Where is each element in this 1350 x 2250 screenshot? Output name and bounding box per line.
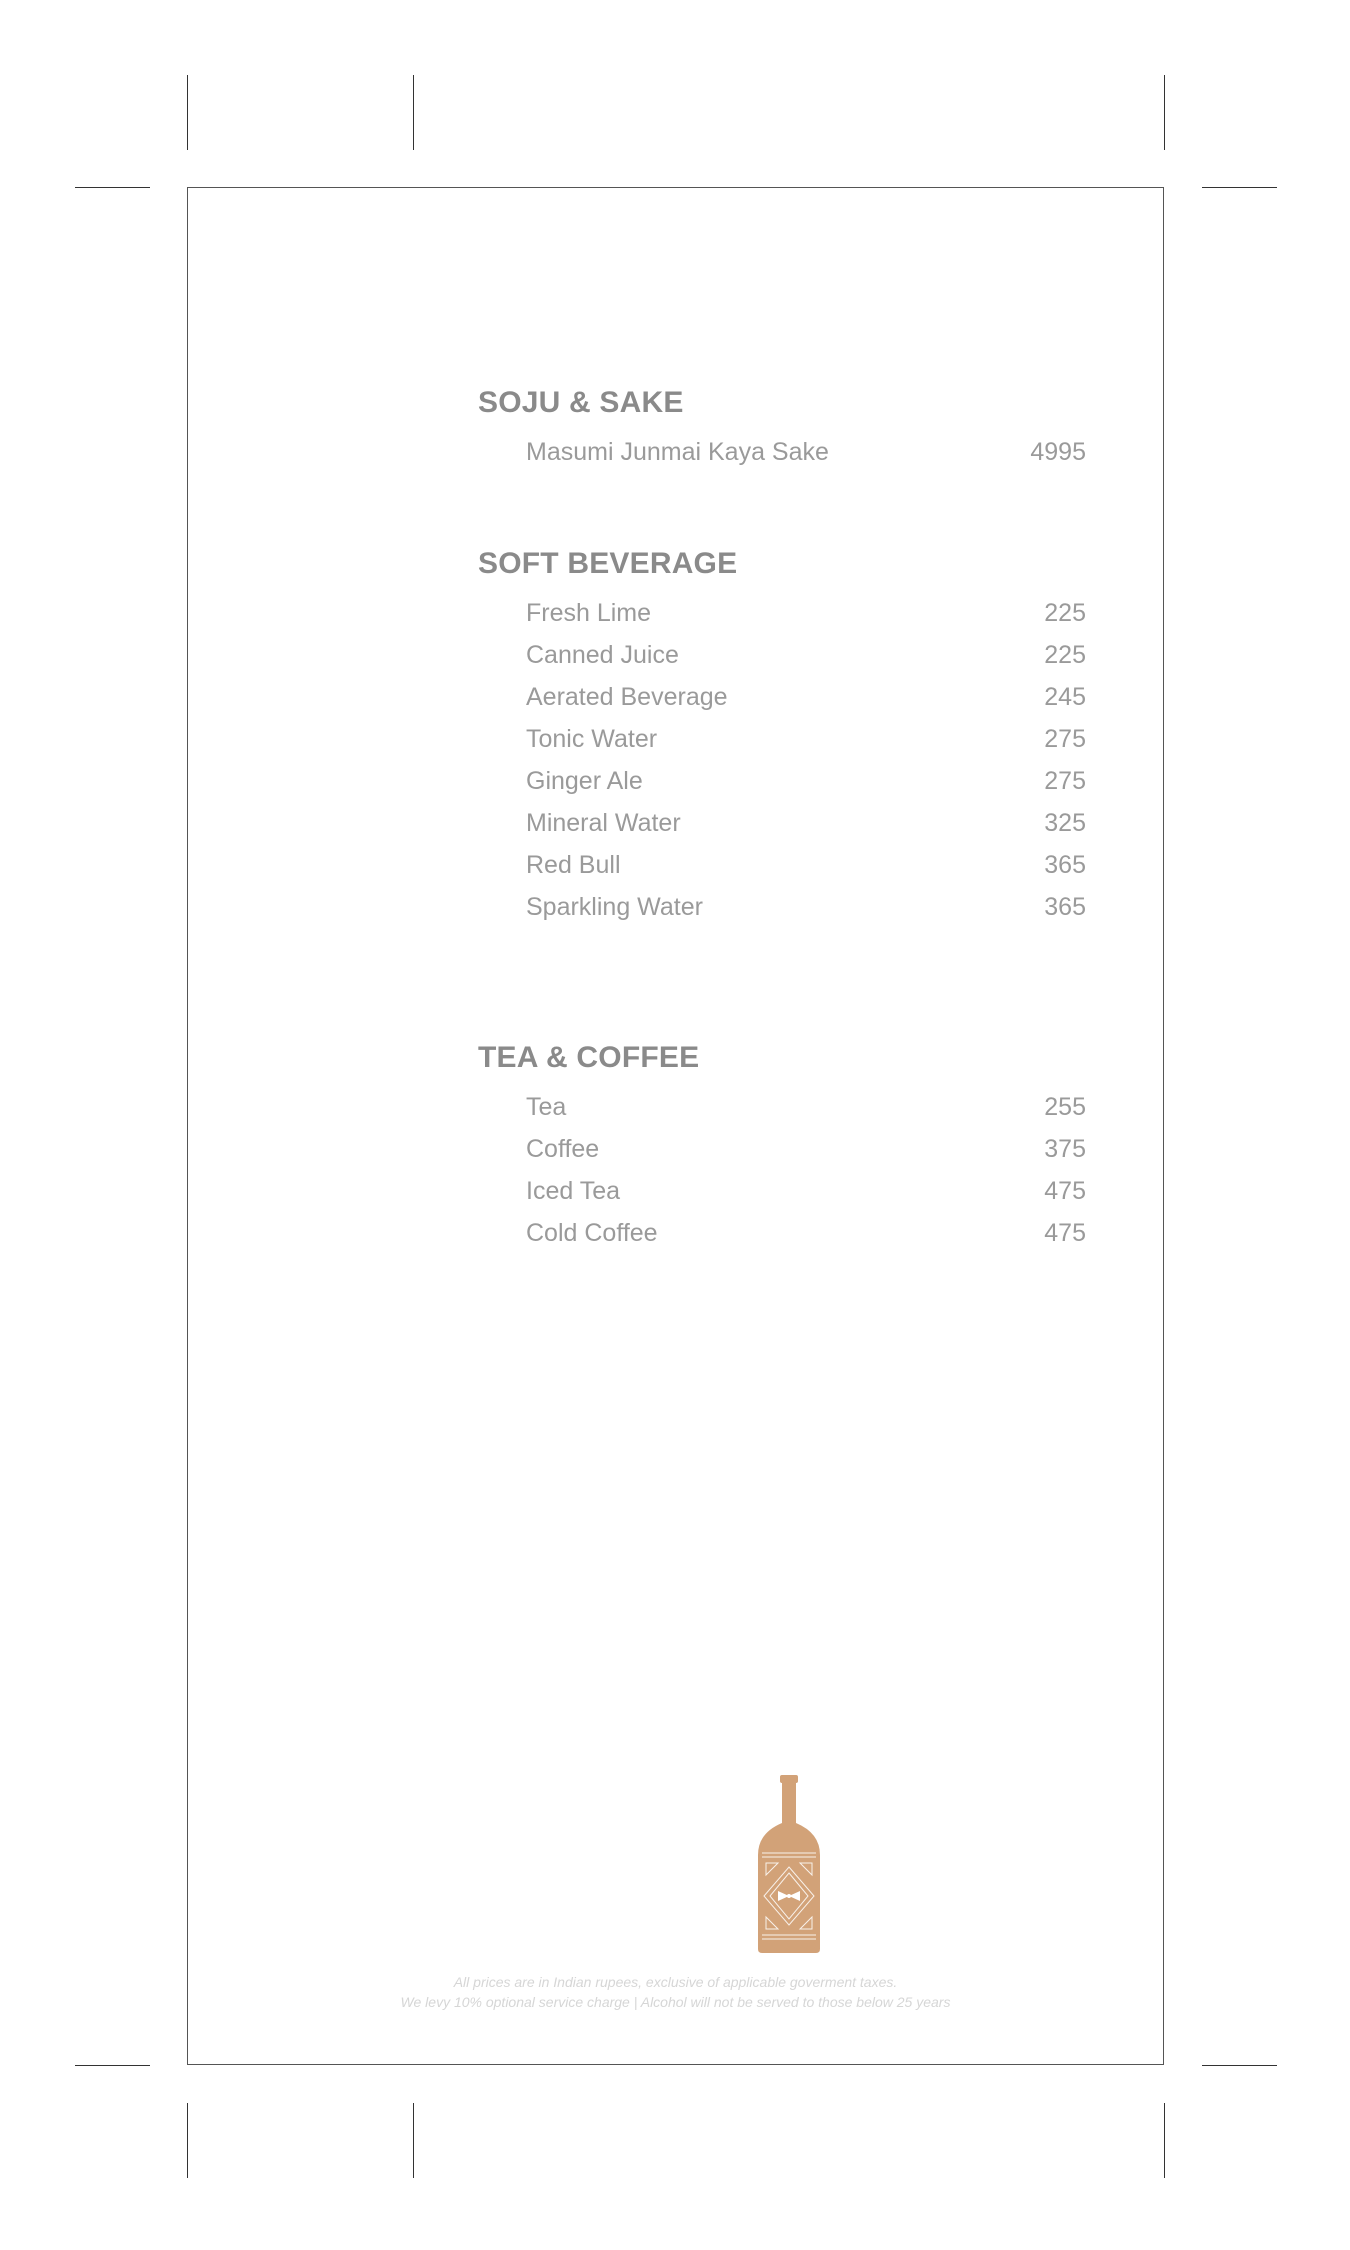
section-title: SOJU & SAKE: [478, 386, 684, 419]
item-price: 325: [1044, 809, 1086, 837]
item-price: 365: [1044, 893, 1086, 921]
footer-disclaimer-line1: All prices are in Indian rupees, exclusive of applicable goverment taxes.: [453, 1974, 898, 1990]
crop-mark: [413, 75, 414, 150]
item-name: Ginger Ale: [526, 767, 643, 795]
item-price: 375: [1044, 1135, 1086, 1163]
crop-mark: [1164, 75, 1165, 150]
section-title: SOFT BEVERAGE: [478, 547, 738, 580]
menu-item: [478, 844, 1086, 886]
crop-mark: [187, 75, 188, 150]
bottle-logo-icon: [756, 1775, 822, 1953]
item-price: 4995: [1030, 438, 1086, 466]
footer-disclaimer-line2: We levy 10% optional service charge | Alcohol will not be served to those below 25 years: [400, 1994, 951, 2010]
item-name: Tea: [526, 1093, 567, 1121]
menu-item: [478, 1128, 1086, 1170]
section-title: TEA & COFFEE: [478, 1041, 700, 1074]
menu-section-soft-beverage: [478, 546, 1086, 928]
item-price: 255: [1044, 1093, 1086, 1121]
item-name: Mineral Water: [526, 809, 681, 837]
crop-mark: [413, 2103, 414, 2178]
item-price: 275: [1044, 767, 1086, 795]
crop-mark: [75, 187, 150, 188]
menu-section-tea-coffee: [478, 1040, 1086, 1254]
crop-mark: [1202, 2065, 1277, 2066]
crop-mark: [187, 2103, 188, 2178]
item-price: 475: [1044, 1177, 1086, 1205]
menu-item: [478, 760, 1086, 802]
item-name: Coffee: [526, 1135, 600, 1163]
menu-item: [478, 1086, 1086, 1128]
menu-item: [478, 718, 1086, 760]
item-price: 225: [1044, 599, 1086, 627]
item-name: Tonic Water: [526, 725, 658, 753]
item-name: Red Bull: [526, 851, 621, 879]
menu-item: [478, 1212, 1086, 1254]
item-price: 475: [1044, 1219, 1086, 1247]
menu-item: [478, 431, 1086, 473]
menu-item: [478, 886, 1086, 928]
menu-item: [478, 592, 1086, 634]
item-price: 245: [1044, 683, 1086, 711]
crop-mark: [1202, 187, 1277, 188]
crop-mark: [75, 2065, 150, 2066]
item-price: 365: [1044, 851, 1086, 879]
item-name: Aerated Beverage: [526, 683, 728, 711]
menu-item: [478, 1170, 1086, 1212]
menu-item: [478, 634, 1086, 676]
menu-item: [478, 676, 1086, 718]
menu-section-soju-sake: [478, 385, 1086, 473]
item-name: Sparkling Water: [526, 893, 703, 921]
crop-mark: [1164, 2103, 1165, 2178]
item-name: Iced Tea: [526, 1177, 621, 1205]
item-name: Canned Juice: [526, 641, 679, 669]
item-name: Masumi Junmai Kaya Sake: [526, 438, 829, 466]
menu-item: [478, 802, 1086, 844]
item-price: 275: [1044, 725, 1086, 753]
item-price: 225: [1044, 641, 1086, 669]
item-name: Fresh Lime: [526, 599, 652, 627]
item-name: Cold Coffee: [526, 1219, 658, 1247]
